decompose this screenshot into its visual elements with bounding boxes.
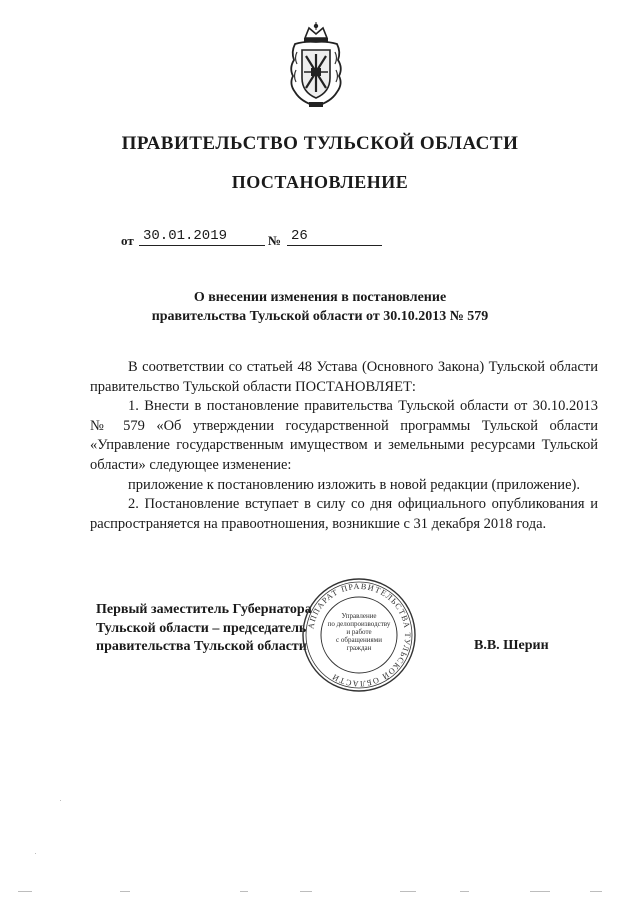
stamp-center-line-3: и работе: [346, 628, 372, 636]
body-paragraph-item-1: 1. Внести в постановление правительства Тульской области от 30.10.2013 № 579 «Об утверждении государственной программы Тульской области «Управление государственным имуществом и земельными ресурсами Тульской области» следующее изменение:: [90, 398, 598, 473]
stamp-center-line-1: Управление: [341, 612, 377, 620]
position-line-2: Тульской области – председатель: [96, 620, 307, 636]
body-paragraph-item-2: 2. Постановление вступает в силу со дня официального опубликования и распространяется на правоотношения, возникшие с 31 декабря 2018 года.: [90, 496, 598, 532]
document-body: [90, 358, 598, 534]
document-type-heading: ПОСТАНОВЛЕНИЕ: [231, 172, 409, 192]
government-title: ПРАВИТЕЛЬСТВО ТУЛЬСКОЙ ОБЛАСТИ: [121, 133, 519, 154]
stamp-center-line-2: по делопроизводству: [327, 620, 391, 628]
position-line-1: Первый заместитель Губернатора: [96, 602, 312, 617]
stamp-ring-text: АППАРАТ ПРАВИТЕЛЬСТВА ТУЛЬСКОЙ ОБЛАСТИ: [306, 581, 413, 689]
date-value: 30.01.2019: [139, 227, 265, 246]
official-stamp: [300, 576, 418, 694]
signatory-position: [96, 601, 312, 657]
number-value: 26: [287, 227, 382, 246]
body-paragraph-preamble: В соответствии со статьей 48 Устава (Основного Закона) Тульской области правительство Тульской области ПОСТАНОВЛЯЕТ:: [90, 359, 598, 395]
document-subject: [0, 288, 640, 326]
date-label: от: [121, 233, 134, 248]
body-paragraph-amendment: приложение к постановлению изложить в новой редакции (приложение).: [128, 476, 580, 493]
coat-of-arms-icon: [285, 22, 347, 110]
number-label: №: [268, 233, 282, 248]
coat-of-arms-emblem: [285, 22, 347, 110]
stamp-center-text: [320, 612, 398, 652]
signatory-name: В.В. Шерин: [474, 638, 549, 653]
position-line-3: правительства Тульской области: [96, 639, 307, 654]
subject-line-1: О внесении изменения в постановление: [193, 290, 447, 305]
stamp-center-line-4: с обращениями: [336, 636, 382, 644]
subject-line-2: правительства Тульской области от 30.10.2013 № 579: [151, 309, 489, 324]
stamp-center-line-5: граждан: [346, 644, 372, 652]
